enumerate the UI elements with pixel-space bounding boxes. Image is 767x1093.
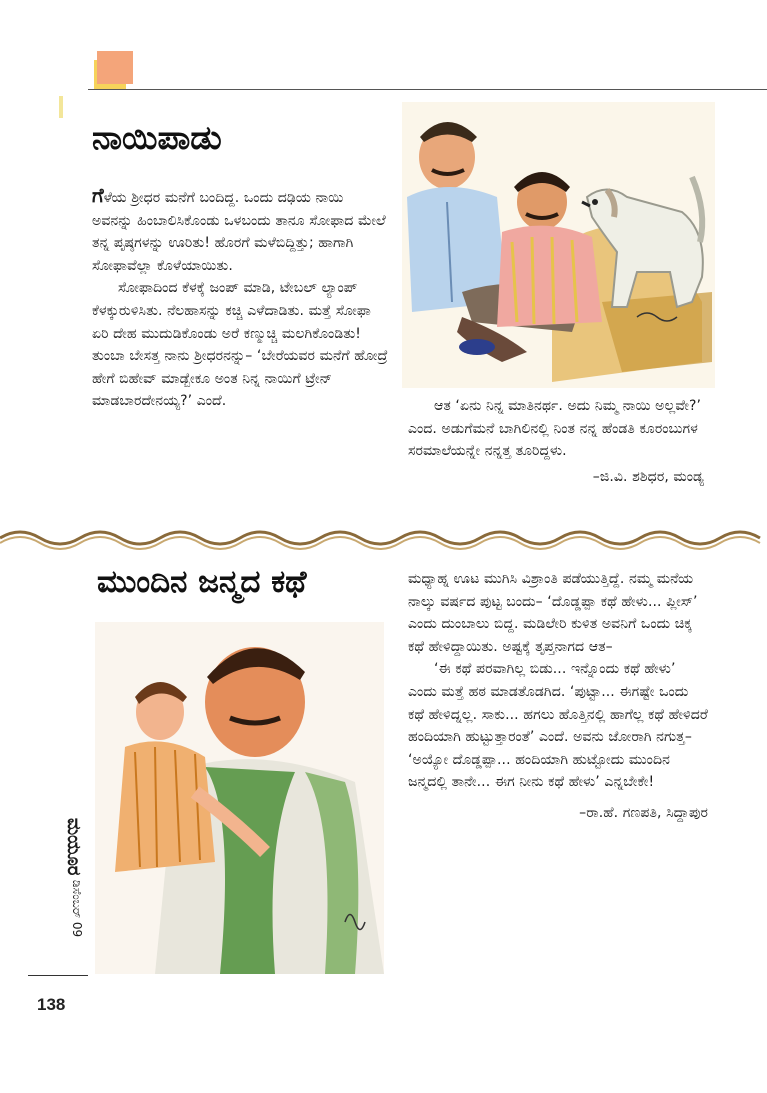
story2-para1: ಮಧ್ಯಾಹ್ನ ಊಟ ಮುಗಿಸಿ ವಿಶ್ರಾಂತಿ ಪಡೆಯುತ್ತಿದ್ದೆ. ನಮ್ಮ ಮನೆಯ ನಾಲ್ಕು ವರ್ಷದ ಪುಟ್ಟ ಬಂದು– ‘ದೊಡ್ಡಪ್ಪಾ ಕಥೆ ಹೇಳು... ಪ್ಲೀಸ್’ ಎಂದು ದುಂಬಾಲು ಬಿದ್ದ. ಮಡಿಲೇರಿ ಕುಳಿತ ಅವನಿಗೆ ಒಂದು ಚಿಕ್ಕ ಕಥೆ ಹೇಳಿದ್ದಾಯಿತು. ಅಷ್ಟಕ್ಕೆ ತೃಪ್ತನಾಗದ ಆತ– <box>408 571 698 655</box>
story1-title: ನಾಯಿಪಾಡು <box>92 118 222 157</box>
story2-title: ಮುಂದಿನ ಜನ್ಮದ ಕಥೆ <box>97 564 307 600</box>
sidebar-vertical-text <box>62 818 92 968</box>
magazine-name: ಮಯೂರ <box>63 818 84 876</box>
corner-accent-square <box>97 51 133 84</box>
story1-para3: ಆತ ‘ಏನು ನಿನ್ನ ಮಾತಿನರ್ಥ. ಅದು ನಿಮ್ಮ ನಾಯಿ ಅಲ್ಲವೇ?’ ಎಂದ. ಅಡುಗೆಮನೆ ಬಾಗಿಲಿನಲ್ಲಿ ನಿಂತ ನನ್ನ ಹೆಂಡತಿ ಕೂರಂಬುಗಳ ಸರಮಾಲೆಯನ್ನೇ ನನ್ನತ್ತ ತೂರಿದ್ದಳು. <box>408 398 702 460</box>
story1-body <box>92 184 388 413</box>
left-accent-tick <box>59 96 63 118</box>
story1-para2: ಸೋಫಾದಿಂದ ಕೆಳಕ್ಕೆ ಜಂಪ್ ಮಾಡಿ, ಟೇಬಲ್ ಲ್ಯಾಂಪ್ ಕೆಳಕ್ಕುರುಳಿಸಿತು. ನೆಲಹಾಸನ್ನು ಕಚ್ಚಿ ಎಳೆದಾಡಿತು. ಮತ್ತೆ ಸೋಫಾ ಏರಿ ದೇಹ ಮುದುಡಿಕೊಂಡು ಅರೆ ಕಣ್ಮುಚ್ಚಿ ಮಲಗಿಕೊಂಡಿತು! ತುಂಬಾ ಬೇಸತ್ತ ನಾನು ಶ್ರೀಧರನನ್ನು– ‘ಬೇರೆಯವರ ಮನೆಗೆ ಹೋದ್ರೆ ಹೇಗೆ ಬಿಹೇವ್ ಮಾಡ್ಬೇಕೂ ಅಂತ ನಿನ್ನ ನಾಯಿಗೆ ಟ್ರೇನ್ ಮಾಡಬಾರದೇನಯ್ಯ?’ ಎಂದೆ. <box>92 280 388 410</box>
story1-para1 <box>92 184 388 277</box>
story1-continued <box>408 395 704 488</box>
story2-body <box>408 568 708 825</box>
wavy-divider <box>0 522 767 552</box>
bottom-rule <box>28 975 88 976</box>
story2-credit: –ರಾ.ಹೆ. ಗಣಪತಿ, ಸಿದ್ದಾಪುರ <box>579 804 708 821</box>
story1-credit: –ಜಿ.ವಿ. ಶಶಿಧರ, ಮಂಡ್ಯ <box>592 468 704 485</box>
story2-para2: ‘ಈ ಕಥೆ ಪರವಾಗಿಲ್ಲ ಬಿಡು... ಇನ್ನೊಂದು ಕಥೆ ಹೇಳು’ ಎಂದು ಮತ್ತೆ ಹಠ ಮಾಡತೊಡಗಿದ. ‘ಪುಟ್ಟಾ... ಈಗಷ್ಟೇ ಒಂದು ಕಥೆ ಹೇಳಿದ್ನಲ್ಲ. ಸಾಕು... ಹಗಲು ಹೊತ್ತಿನಲ್ಲಿ ಹಾಗೆಲ್ಲ ಕಥೆ ಹೇಳಿದರೆ ಹಂದಿಯಾಗಿ ಹುಟ್ಟುತ್ತಾರಂತೆ’ ಎಂದೆ. ಅವನು ಜೋರಾಗಿ ನಗುತ್ತ– ‘ಅಯ್ಯೋ ದೊಡ್ಡಪ್ಪಾ... ಹಂದಿಯಾಗಿ ಹುಟ್ಟೋದು ಮುಂದಿನ ಜನ್ಮದಲ್ಲಿ ತಾನೇ... ಈಗ ನೀನು ಕಥೆ ಹೇಳು’ ಎನ್ನಬೇಕೇ! <box>408 661 708 791</box>
top-rule <box>88 89 767 90</box>
page-number: 138 <box>37 995 66 1014</box>
story1-dropcap: ಗೆ <box>92 183 104 207</box>
illustration-men-with-dog <box>402 102 715 388</box>
story1-para1-text: ಳೆಯ ಶ್ರೀಧರ ಮನೆಗೆ ಬಂದಿದ್ದ. ಒಂದು ದಢಿಯ ನಾಯಿ ಅವನನ್ನು ಹಿಂಬಾಲಿಸಿಕೊಂಡು ಒಳಬಂದು ತಾನೂ ಸೋಫಾದ ಮೇಲೆ ತನ್ನ ಪೃಷ್ಠಗಳನ್ನು ಊರಿತು! ಹೊರಗೆ ಮಳೆಬಿದ್ದಿತ್ತು; ಹಾಗಾಗಿ ಸೋಫಾವೆಲ್ಲಾ ಕೊಳೆಯಾಯಿತು. <box>92 190 386 274</box>
illustration-man-with-child <box>95 622 384 974</box>
issue-date: ಡಿಸೆಂಬರ್ 09 <box>70 880 84 938</box>
